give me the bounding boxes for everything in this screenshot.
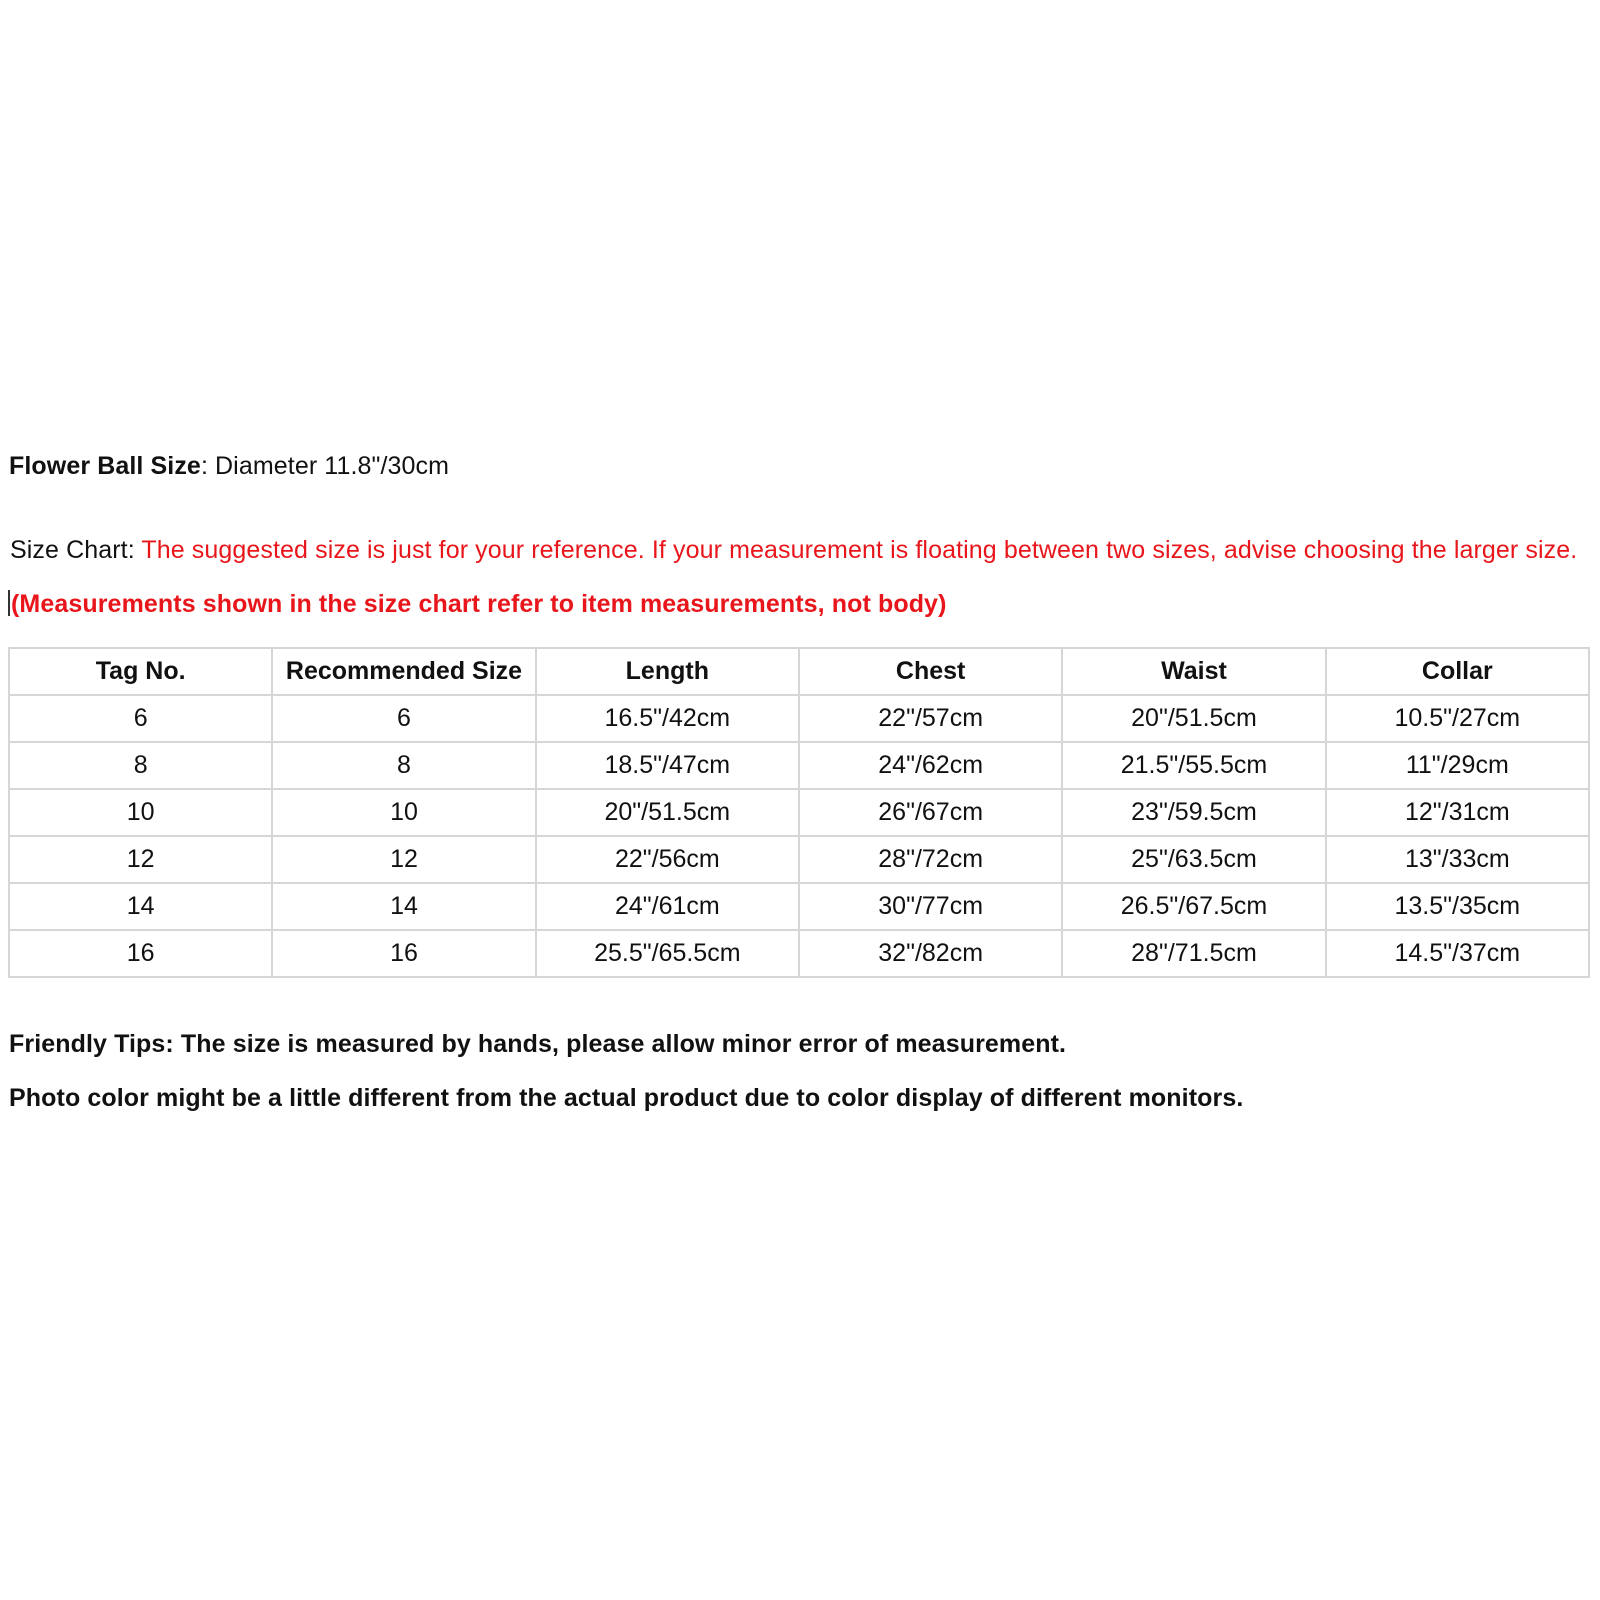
table-header-row — [9, 648, 1589, 695]
size-chart-note: The suggested size is just for your reference. If your measurement is floating between two sizes, advise choosing the larger size. — [134, 536, 1578, 564]
flower-ball-size-line — [9, 452, 449, 481]
cell-length: 18.5"/47cm — [536, 742, 799, 789]
cell-tag-no: 10 — [9, 789, 272, 836]
header-collar: Collar — [1326, 648, 1589, 695]
cell-length: 24"/61cm — [536, 883, 799, 930]
cell-waist: 26.5"/67.5cm — [1062, 883, 1325, 930]
measurement-note: (Measurements shown in the size chart refer to item measurements, not body) — [11, 590, 947, 618]
cell-tag-no: 6 — [9, 695, 272, 742]
cell-tag-no: 12 — [9, 836, 272, 883]
cell-collar: 14.5"/37cm — [1326, 930, 1589, 977]
cell-waist: 28"/71.5cm — [1062, 930, 1325, 977]
measurement-note-line — [8, 590, 947, 619]
cell-collar: 10.5"/27cm — [1326, 695, 1589, 742]
table-row — [9, 836, 1589, 883]
cell-chest: 22"/57cm — [799, 695, 1062, 742]
flower-ball-size-separator: : — [200, 452, 208, 480]
cell-waist: 20"/51.5cm — [1062, 695, 1325, 742]
table-row — [9, 930, 1589, 977]
size-table — [8, 647, 1590, 978]
cell-waist: 25"/63.5cm — [1062, 836, 1325, 883]
cell-collar: 12"/31cm — [1326, 789, 1589, 836]
cell-waist: 21.5"/55.5cm — [1062, 742, 1325, 789]
table-row — [9, 742, 1589, 789]
header-chest: Chest — [799, 648, 1062, 695]
cell-collar: 13.5"/35cm — [1326, 883, 1589, 930]
cell-chest: 26"/67cm — [799, 789, 1062, 836]
photo-color-note: Photo color might be a little different from the actual product due to color display of different monitors. — [9, 1084, 1244, 1112]
friendly-tips: Friendly Tips: The size is measured by hands, please allow minor error of measurement. — [9, 1030, 1067, 1058]
size-chart-line — [10, 536, 1577, 565]
cell-collar: 11"/29cm — [1326, 742, 1589, 789]
table-row — [9, 789, 1589, 836]
cell-chest: 24"/62cm — [799, 742, 1062, 789]
table-row — [9, 883, 1589, 930]
cell-length: 16.5"/42cm — [536, 695, 799, 742]
cell-length: 20"/51.5cm — [536, 789, 799, 836]
cell-recommended-size: 12 — [272, 836, 535, 883]
header-length: Length — [536, 648, 799, 695]
cell-recommended-size: 16 — [272, 930, 535, 977]
header-waist: Waist — [1062, 648, 1325, 695]
cell-waist: 23"/59.5cm — [1062, 789, 1325, 836]
cell-recommended-size: 8 — [272, 742, 535, 789]
size-chart-separator: : — [127, 536, 135, 564]
header-recommended-size: Recommended Size — [272, 648, 535, 695]
cell-recommended-size: 10 — [272, 789, 535, 836]
cell-chest: 30"/77cm — [799, 883, 1062, 930]
cell-collar: 13"/33cm — [1326, 836, 1589, 883]
cell-recommended-size: 6 — [272, 695, 535, 742]
flower-ball-size-label: Flower Ball Size — [9, 452, 201, 480]
table-row — [9, 695, 1589, 742]
cell-length: 22"/56cm — [536, 836, 799, 883]
cell-tag-no: 14 — [9, 883, 272, 930]
cell-tag-no: 16 — [9, 930, 272, 977]
cell-chest: 32"/82cm — [799, 930, 1062, 977]
cell-chest: 28"/72cm — [799, 836, 1062, 883]
text-cursor — [8, 590, 10, 616]
cell-tag-no: 8 — [9, 742, 272, 789]
flower-ball-size-value: Diameter 11.8"/30cm — [207, 452, 450, 480]
cell-recommended-size: 14 — [272, 883, 535, 930]
header-tag-no: Tag No. — [9, 648, 272, 695]
size-chart-label: Size Chart — [10, 536, 128, 564]
cell-length: 25.5"/65.5cm — [536, 930, 799, 977]
